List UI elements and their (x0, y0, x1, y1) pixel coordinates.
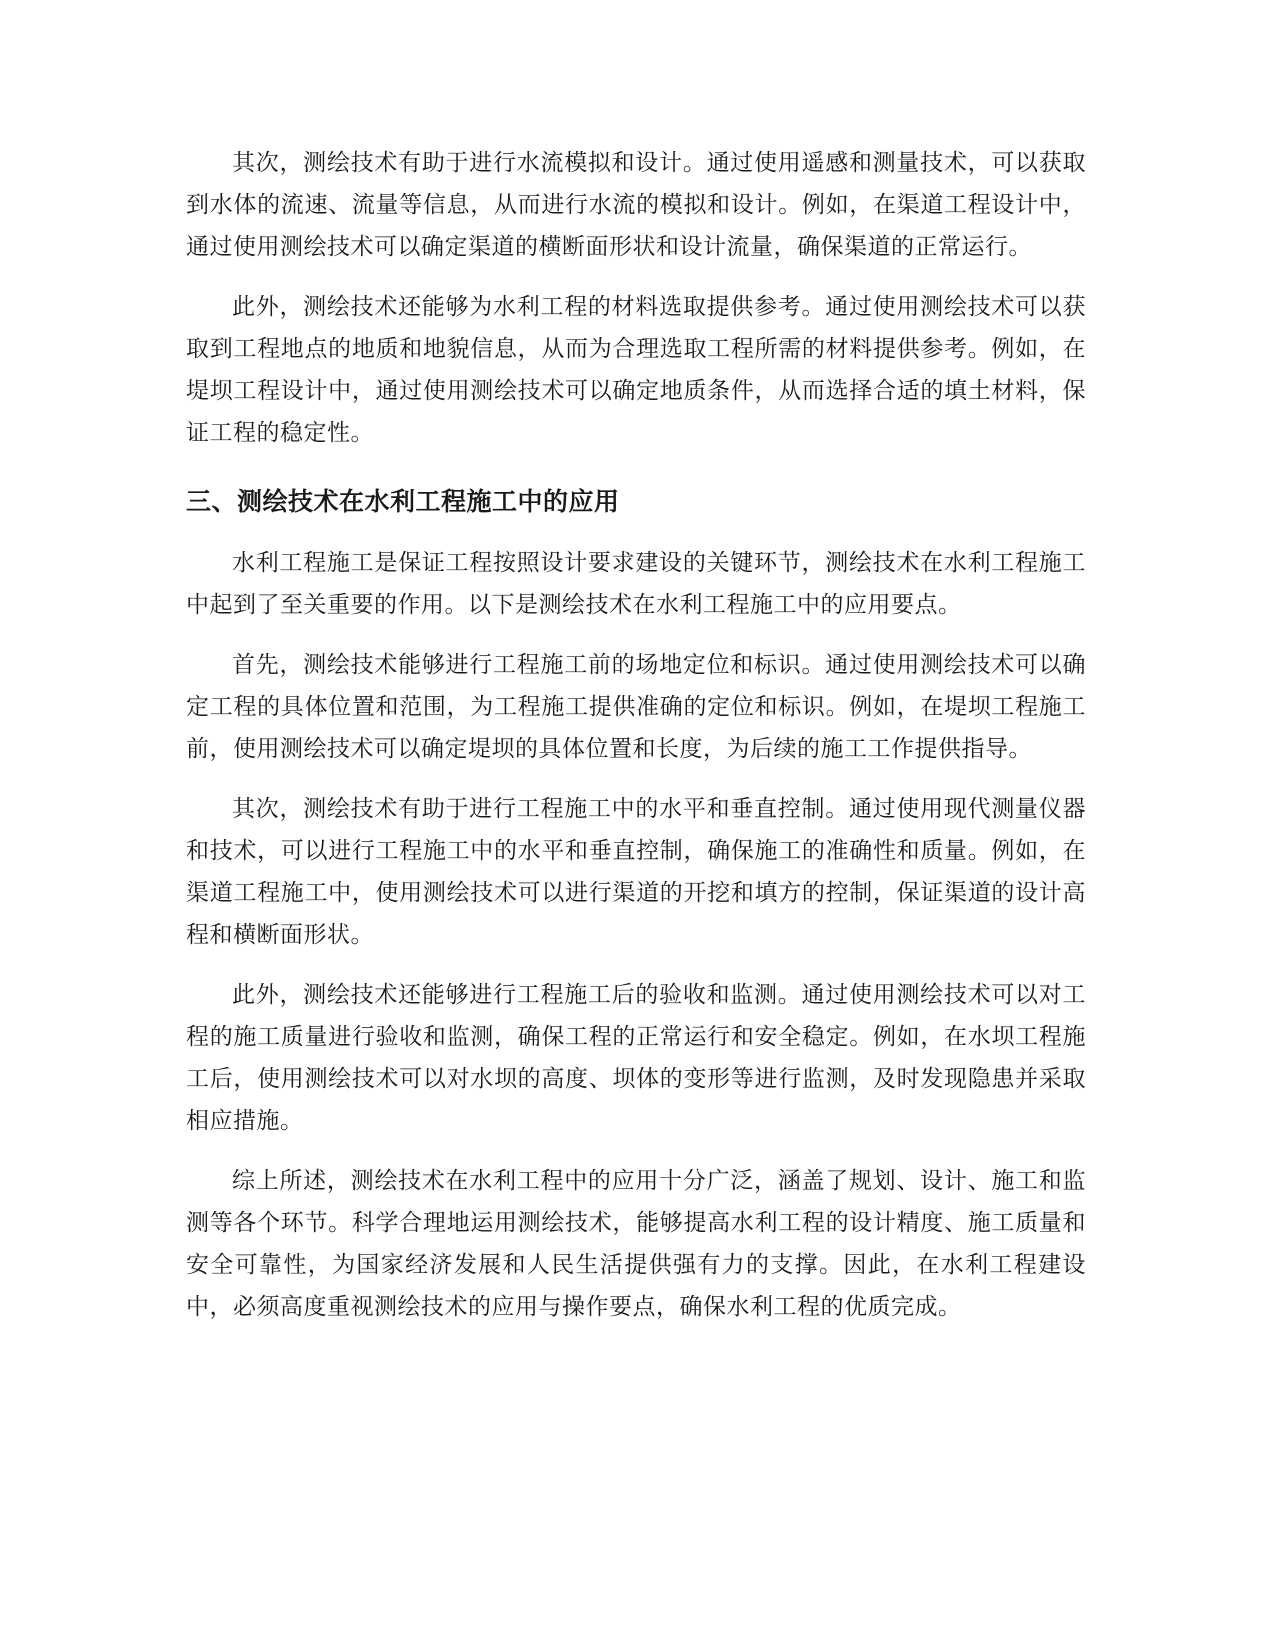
paragraph-construction-intro: 水利工程施工是保证工程按照设计要求建设的关键环节，测绘技术在水利工程施工中起到了至关重要的作用。以下是测绘技术在水利工程施工中的应用要点。 (186, 550, 1086, 618)
paragraph-level-vertical-control: 其次，测绘技术有助于进行工程施工中的水平和垂直控制。通过使用现代测量仪器和技术，可以进行工程施工中的水平和垂直控制，确保施工的准确性和质量。例如，在渠道工程施工中，使用测绘技术可以进行渠道的开挖和填方的控制，保证渠道的设计高程和横断面形状。 (186, 796, 1086, 948)
section-heading: 三、测绘技术在水利工程施工中的应用 (186, 487, 620, 516)
paragraph-site-positioning: 首先，测绘技术能够进行工程施工前的场地定位和标识。通过使用测绘技术可以确定工程的具体位置和范围，为工程施工提供准确的定位和标识。例如，在堤坝工程施工前，使用测绘技术可以确定堤坝的具体位置和长度，为后续的施工工作提供指导。 (186, 652, 1086, 762)
paragraph-conclusion: 综上所述，测绘技术在水利工程中的应用十分广泛，涵盖了规划、设计、施工和监测等各个环节。科学合理地运用测绘技术，能够提高水利工程的设计精度、施工质量和安全可靠性，为国家经济发展和人民生活提供强有力的支撑。因此，在水利工程建设中，必须高度重视测绘技术的应用与操作要点，确保水利工程的优质完成。 (186, 1168, 1086, 1320)
paragraph-acceptance-monitoring: 此外，测绘技术还能够进行工程施工后的验收和监测。通过使用测绘技术可以对工程的施工质量进行验收和监测，确保工程的正常运行和安全稳定。例如，在水坝工程施工后，使用测绘技术可以对水坝的高度、坝体的变形等进行监测，及时发现隐患并采取相应措施。 (186, 982, 1086, 1134)
paragraph-material-selection: 此外，测绘技术还能够为水利工程的材料选取提供参考。通过使用测绘技术可以获取到工程地点的地质和地貌信息，从而为合理选取工程所需的材料提供参考。例如，在堤坝工程设计中，通过使用测绘技术可以确定地质条件，从而选择合适的填土材料，保证工程的稳定性。 (186, 294, 1086, 446)
paragraph-water-flow-design: 其次，测绘技术有助于进行水流模拟和设计。通过使用遥感和测量技术，可以获取到水体的流速、流量等信息，从而进行水流的模拟和设计。例如，在渠道工程设计中，通过使用测绘技术可以确定渠道的横断面形状和设计流量，确保渠道的正常运行。 (186, 150, 1086, 260)
document-page (186, 142, 1086, 1346)
